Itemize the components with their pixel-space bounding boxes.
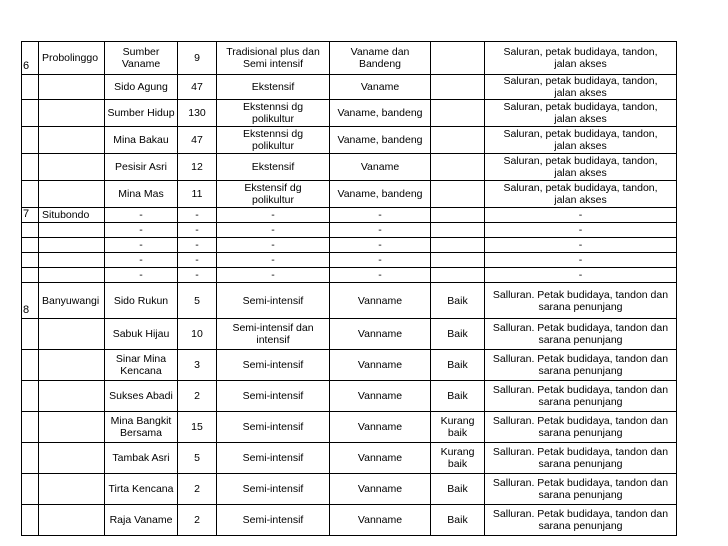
cell-commodity-text: Vanname bbox=[357, 514, 403, 526]
cell-commodity bbox=[330, 443, 431, 474]
cell-infrastructure-text: Saluran, petak budidaya, tandon, jalan akses bbox=[503, 182, 658, 206]
table-row bbox=[22, 412, 677, 443]
cell-condition-text: Baik bbox=[447, 359, 468, 371]
cell-commodity-text: Vaname bbox=[360, 81, 400, 93]
cell-count-text: - bbox=[195, 224, 199, 236]
cell-technology bbox=[217, 42, 330, 75]
cell-count-text: - bbox=[195, 269, 199, 281]
table-row bbox=[22, 181, 677, 208]
cell-no bbox=[22, 505, 39, 536]
cell-technology bbox=[217, 412, 330, 443]
cell-kabupaten bbox=[39, 154, 105, 181]
cell-count bbox=[178, 474, 217, 505]
cell-condition-text: Baik bbox=[447, 328, 468, 340]
cell-commodity bbox=[330, 238, 431, 253]
table-row bbox=[22, 268, 677, 283]
cell-infrastructure-text: Salluran. Petak budidaya, tandon dan sarana penunjang bbox=[492, 477, 669, 501]
cell-no bbox=[22, 42, 39, 75]
cell-count bbox=[178, 350, 217, 381]
cell-infrastructure bbox=[485, 208, 677, 223]
cell-infrastructure-text: Salluran. Petak budidaya, tandon dan sarana penunjang bbox=[492, 322, 669, 346]
cell-condition-text: Baik bbox=[447, 514, 468, 526]
cell-infrastructure-text: Saluran, petak budidaya, tandon, jalan akses bbox=[503, 46, 658, 70]
cell-technology bbox=[217, 181, 330, 208]
cell-commodity-text: Vaname, bandeng bbox=[337, 134, 423, 146]
cell-group-name bbox=[105, 181, 178, 208]
cell-no bbox=[22, 381, 39, 412]
cell-condition bbox=[431, 350, 485, 381]
cell-infrastructure bbox=[485, 412, 677, 443]
cell-technology bbox=[217, 75, 330, 100]
cell-commodity-text: Vanname bbox=[357, 390, 403, 402]
cell-infrastructure bbox=[485, 238, 677, 253]
cell-technology-text: Semi-intensif bbox=[242, 514, 304, 526]
cell-technology bbox=[217, 238, 330, 253]
cell-technology bbox=[217, 154, 330, 181]
cell-commodity bbox=[330, 412, 431, 443]
cell-condition bbox=[431, 253, 485, 268]
cell-group-name-text: Mina Bakau bbox=[113, 134, 169, 146]
cell-group-name-text: Sabuk Hijau bbox=[112, 328, 170, 340]
cell-group-name-text: Pesisir Asri bbox=[115, 161, 167, 173]
cell-count-text: - bbox=[195, 209, 199, 221]
cell-infrastructure-text: Salluran. Petak budidaya, tandon dan sarana penunjang bbox=[492, 288, 669, 313]
cell-group-name bbox=[105, 283, 178, 319]
cell-infrastructure bbox=[485, 154, 677, 181]
cell-technology-text: Ekstensif dg polikultur bbox=[244, 182, 302, 206]
table-body bbox=[22, 42, 677, 536]
cell-technology bbox=[217, 100, 330, 127]
cell-condition bbox=[431, 474, 485, 505]
cell-commodity bbox=[330, 42, 431, 75]
cell-technology-text: Ekstennsi dg polikultur bbox=[242, 101, 304, 125]
cell-count-text: 9 bbox=[194, 52, 200, 64]
cell-kabupaten bbox=[39, 238, 105, 253]
cell-count-text: 5 bbox=[194, 294, 200, 307]
cell-technology-text: - bbox=[271, 254, 275, 266]
cell-kabupaten bbox=[39, 100, 105, 127]
table-row bbox=[22, 238, 677, 253]
cell-group-name bbox=[105, 268, 178, 283]
cell-condition bbox=[431, 100, 485, 127]
cell-no bbox=[22, 412, 39, 443]
cell-count-text: 130 bbox=[188, 107, 206, 119]
cell-condition-text: Kurang baik bbox=[440, 446, 475, 470]
table-row bbox=[22, 223, 677, 238]
cell-group-name bbox=[105, 412, 178, 443]
cell-group-name-text: Raja Vaname bbox=[109, 514, 173, 526]
cell-infrastructure-text: - bbox=[578, 224, 583, 236]
cell-group-name-text: Sido Agung bbox=[114, 81, 168, 93]
cell-group-name-text: - bbox=[139, 209, 143, 221]
cell-no bbox=[22, 443, 39, 474]
cell-kabupaten bbox=[39, 127, 105, 154]
cell-count-text: 2 bbox=[194, 390, 200, 402]
cell-commodity-text: Vanname bbox=[357, 294, 403, 307]
cell-kabupaten bbox=[39, 75, 105, 100]
cell-condition-text: Baik bbox=[447, 294, 468, 307]
cell-kabupaten bbox=[39, 319, 105, 350]
cell-infrastructure bbox=[485, 268, 677, 283]
cell-no bbox=[22, 223, 39, 238]
cell-kabupaten bbox=[39, 181, 105, 208]
cell-technology bbox=[217, 381, 330, 412]
cell-commodity-text: - bbox=[378, 224, 382, 236]
cell-group-name-text: Mina Bangkit Bersama bbox=[110, 415, 172, 439]
cell-technology-text: Semi-intensif bbox=[242, 390, 304, 402]
cell-condition-text: Baik bbox=[447, 483, 468, 495]
cell-kabupaten-text: Banyuwangi bbox=[42, 294, 100, 307]
cell-group-name-text: Mina Mas bbox=[118, 188, 164, 200]
cell-condition bbox=[431, 381, 485, 412]
cell-no bbox=[22, 127, 39, 154]
table-row bbox=[22, 42, 677, 75]
cell-group-name bbox=[105, 443, 178, 474]
cell-commodity bbox=[330, 381, 431, 412]
cell-condition bbox=[431, 443, 485, 474]
cell-technology-text: Semi-intensif bbox=[242, 359, 304, 371]
cell-group-name-text: - bbox=[139, 269, 143, 281]
cell-count-text: 3 bbox=[194, 359, 200, 371]
cell-commodity-text: Vaname bbox=[360, 161, 400, 173]
cell-no bbox=[22, 208, 39, 223]
cell-condition bbox=[431, 505, 485, 536]
cell-condition bbox=[431, 127, 485, 154]
cell-group-name bbox=[105, 42, 178, 75]
cell-count bbox=[178, 42, 217, 75]
cell-technology bbox=[217, 208, 330, 223]
table-row bbox=[22, 208, 677, 223]
cell-count-text: 2 bbox=[194, 483, 200, 495]
cell-count bbox=[178, 319, 217, 350]
cell-condition bbox=[431, 208, 485, 223]
cell-count bbox=[178, 127, 217, 154]
table-row bbox=[22, 283, 677, 319]
cell-infrastructure-text: Saluran, petak budidaya, tandon, jalan akses bbox=[503, 128, 658, 152]
cell-group-name bbox=[105, 253, 178, 268]
cell-group-name bbox=[105, 505, 178, 536]
cell-count-text: - bbox=[195, 254, 199, 266]
cell-technology-text: Semi-intensif bbox=[242, 421, 304, 433]
cell-count-text: 5 bbox=[194, 452, 200, 464]
cell-count bbox=[178, 268, 217, 283]
cell-infrastructure bbox=[485, 443, 677, 474]
table-row bbox=[22, 100, 677, 127]
cell-condition bbox=[431, 238, 485, 253]
cell-commodity bbox=[330, 223, 431, 238]
cell-count bbox=[178, 443, 217, 474]
cell-infrastructure bbox=[485, 223, 677, 238]
cell-infrastructure bbox=[485, 253, 677, 268]
cell-kabupaten bbox=[39, 283, 105, 319]
cell-no-text: 6 bbox=[23, 60, 30, 72]
cell-infrastructure-text: Salluran. Petak budidaya, tandon dan sarana penunjang bbox=[492, 508, 669, 532]
cell-technology-text: - bbox=[271, 269, 275, 281]
cell-infrastructure-text: - bbox=[578, 269, 583, 281]
cell-no bbox=[22, 181, 39, 208]
cell-group-name bbox=[105, 319, 178, 350]
cell-technology bbox=[217, 505, 330, 536]
cell-infrastructure bbox=[485, 127, 677, 154]
cell-kabupaten bbox=[39, 443, 105, 474]
data-table bbox=[21, 41, 677, 536]
cell-group-name bbox=[105, 474, 178, 505]
cell-technology bbox=[217, 223, 330, 238]
cell-commodity bbox=[330, 208, 431, 223]
cell-commodity-text: - bbox=[378, 209, 382, 221]
cell-count bbox=[178, 283, 217, 319]
cell-count bbox=[178, 223, 217, 238]
cell-count bbox=[178, 412, 217, 443]
cell-commodity bbox=[330, 127, 431, 154]
cell-count bbox=[178, 154, 217, 181]
cell-technology bbox=[217, 350, 330, 381]
cell-infrastructure bbox=[485, 181, 677, 208]
cell-technology-text: Ekstensif bbox=[251, 161, 295, 173]
cell-group-name-text: Sido Rukun bbox=[113, 294, 169, 307]
cell-group-name-text: Tirta Kencana bbox=[108, 483, 174, 495]
cell-condition bbox=[431, 223, 485, 238]
cell-condition bbox=[431, 181, 485, 208]
cell-infrastructure bbox=[485, 283, 677, 319]
cell-commodity bbox=[330, 319, 431, 350]
cell-no bbox=[22, 100, 39, 127]
cell-commodity bbox=[330, 181, 431, 208]
cell-infrastructure bbox=[485, 75, 677, 100]
cell-kabupaten bbox=[39, 381, 105, 412]
cell-no-text: 7 bbox=[23, 208, 30, 220]
cell-count bbox=[178, 381, 217, 412]
cell-infrastructure bbox=[485, 474, 677, 505]
cell-no bbox=[22, 268, 39, 283]
cell-commodity bbox=[330, 350, 431, 381]
table-row bbox=[22, 75, 677, 100]
cell-condition bbox=[431, 268, 485, 283]
cell-count-text: 11 bbox=[191, 188, 203, 200]
table-row bbox=[22, 127, 677, 154]
cell-no bbox=[22, 253, 39, 268]
cell-condition-text: Baik bbox=[447, 390, 468, 402]
cell-commodity bbox=[330, 253, 431, 268]
cell-commodity bbox=[330, 505, 431, 536]
cell-no bbox=[22, 319, 39, 350]
cell-group-name-text: Sumber Hidup bbox=[107, 107, 175, 119]
cell-condition bbox=[431, 75, 485, 100]
cell-commodity-text: Vanname bbox=[357, 452, 403, 464]
cell-condition bbox=[431, 154, 485, 181]
cell-count-text: 12 bbox=[191, 161, 203, 173]
cell-count bbox=[178, 208, 217, 223]
cell-group-name bbox=[105, 381, 178, 412]
table-row bbox=[22, 319, 677, 350]
cell-infrastructure-text: - bbox=[578, 254, 583, 266]
cell-no-text: 8 bbox=[23, 304, 30, 316]
table-row bbox=[22, 253, 677, 268]
cell-commodity-text: - bbox=[378, 269, 382, 281]
cell-technology-text: Semi-intensif bbox=[242, 452, 304, 464]
cell-infrastructure bbox=[485, 319, 677, 350]
cell-commodity bbox=[330, 283, 431, 319]
cell-commodity-text: - bbox=[378, 254, 382, 266]
cell-technology bbox=[217, 319, 330, 350]
cell-count-text: 15 bbox=[191, 421, 203, 433]
cell-infrastructure-text: Salluran. Petak budidaya, tandon dan sarana penunjang bbox=[492, 415, 669, 439]
cell-technology-text: Semi-intensif bbox=[242, 483, 304, 495]
cell-count-text: - bbox=[195, 239, 199, 251]
cell-technology bbox=[217, 474, 330, 505]
cell-infrastructure-text: Salluran. Petak budidaya, tandon dan sarana penunjang bbox=[492, 384, 669, 408]
cell-condition bbox=[431, 42, 485, 75]
cell-group-name-text: - bbox=[139, 224, 143, 236]
table-row bbox=[22, 350, 677, 381]
cell-kabupaten bbox=[39, 208, 105, 223]
cell-kabupaten bbox=[39, 268, 105, 283]
cell-commodity bbox=[330, 100, 431, 127]
cell-group-name-text: Tambak Asri bbox=[112, 452, 170, 464]
table-container bbox=[21, 41, 677, 536]
cell-technology bbox=[217, 127, 330, 154]
cell-count-text: 10 bbox=[191, 328, 203, 340]
cell-kabupaten bbox=[39, 474, 105, 505]
cell-commodity bbox=[330, 154, 431, 181]
cell-technology-text: - bbox=[271, 209, 275, 221]
cell-infrastructure-text: Saluran, petak budidaya, tandon, jalan akses bbox=[503, 101, 658, 125]
cell-group-name bbox=[105, 154, 178, 181]
cell-count-text: 2 bbox=[194, 514, 200, 526]
cell-kabupaten bbox=[39, 412, 105, 443]
cell-commodity-text: Vanname bbox=[357, 421, 403, 433]
cell-infrastructure bbox=[485, 381, 677, 412]
cell-commodity-text: Vanname bbox=[357, 328, 403, 340]
cell-condition bbox=[431, 412, 485, 443]
cell-infrastructure-text: - bbox=[578, 209, 583, 221]
table-row bbox=[22, 474, 677, 505]
cell-count-text: 47 bbox=[191, 81, 203, 93]
cell-kabupaten bbox=[39, 42, 105, 75]
cell-no bbox=[22, 474, 39, 505]
cell-kabupaten bbox=[39, 253, 105, 268]
cell-group-name-text: - bbox=[139, 239, 143, 251]
cell-group-name bbox=[105, 75, 178, 100]
cell-infrastructure-text: - bbox=[578, 239, 583, 251]
cell-condition bbox=[431, 319, 485, 350]
cell-count bbox=[178, 505, 217, 536]
cell-no bbox=[22, 238, 39, 253]
cell-no bbox=[22, 75, 39, 100]
cell-technology-text: - bbox=[271, 224, 275, 236]
cell-commodity bbox=[330, 75, 431, 100]
cell-group-name-text: Sumber Vaname bbox=[121, 46, 161, 70]
cell-technology bbox=[217, 443, 330, 474]
cell-commodity-text: Vaname, bandeng bbox=[337, 188, 423, 200]
cell-count bbox=[178, 100, 217, 127]
cell-no bbox=[22, 350, 39, 381]
cell-group-name-text: - bbox=[139, 254, 143, 266]
cell-group-name bbox=[105, 208, 178, 223]
cell-condition-text: Kurang baik bbox=[440, 415, 475, 439]
cell-technology-text: Semi-intensif bbox=[242, 294, 304, 307]
cell-count-text: 47 bbox=[191, 134, 203, 146]
cell-count bbox=[178, 238, 217, 253]
cell-group-name bbox=[105, 127, 178, 154]
cell-kabupaten-text: Probolinggo bbox=[42, 52, 99, 64]
cell-group-name-text: Sinar Mina Kencana bbox=[115, 353, 167, 377]
cell-commodity bbox=[330, 474, 431, 505]
table-row bbox=[22, 443, 677, 474]
cell-infrastructure-text: Saluran, petak budidaya, tandon, jalan akses bbox=[503, 155, 658, 179]
cell-commodity-text: Vaname dan Bandeng bbox=[350, 46, 410, 70]
cell-technology-text: Ekstennsi dg polikultur bbox=[242, 128, 304, 152]
cell-count bbox=[178, 181, 217, 208]
cell-kabupaten bbox=[39, 223, 105, 238]
cell-group-name bbox=[105, 350, 178, 381]
cell-count bbox=[178, 75, 217, 100]
cell-no bbox=[22, 283, 39, 319]
cell-technology bbox=[217, 253, 330, 268]
cell-kabupaten-text: Situbondo bbox=[42, 209, 90, 221]
table-row bbox=[22, 154, 677, 181]
cell-group-name bbox=[105, 100, 178, 127]
cell-commodity-text: Vanname bbox=[357, 359, 403, 371]
cell-commodity-text: Vaname, bandeng bbox=[337, 107, 423, 119]
cell-group-name-text: Sukses Abadi bbox=[109, 390, 173, 402]
cell-count bbox=[178, 253, 217, 268]
cell-infrastructure-text: Saluran, petak budidaya, tandon, jalan akses bbox=[503, 75, 658, 99]
cell-infrastructure bbox=[485, 100, 677, 127]
cell-infrastructure-text: Salluran. Petak budidaya, tandon dan sarana penunjang bbox=[492, 446, 669, 470]
cell-infrastructure bbox=[485, 42, 677, 75]
cell-technology-text: Semi-intensif dan intensif bbox=[232, 322, 314, 346]
cell-technology bbox=[217, 268, 330, 283]
cell-condition bbox=[431, 283, 485, 319]
cell-technology-text: Tradisional plus dan Semi intensif bbox=[226, 46, 320, 70]
cell-infrastructure bbox=[485, 350, 677, 381]
cell-kabupaten bbox=[39, 350, 105, 381]
cell-technology-text: - bbox=[271, 239, 275, 251]
cell-commodity bbox=[330, 268, 431, 283]
cell-technology-text: Ekstensif bbox=[251, 81, 295, 93]
cell-group-name bbox=[105, 223, 178, 238]
table-row bbox=[22, 505, 677, 536]
cell-kabupaten bbox=[39, 505, 105, 536]
cell-infrastructure-text: Salluran. Petak budidaya, tandon dan sarana penunjang bbox=[492, 353, 669, 377]
cell-technology bbox=[217, 283, 330, 319]
cell-commodity-text: Vanname bbox=[357, 483, 403, 495]
cell-group-name bbox=[105, 238, 178, 253]
cell-commodity-text: - bbox=[378, 239, 382, 251]
table-row bbox=[22, 381, 677, 412]
cell-no bbox=[22, 154, 39, 181]
cell-infrastructure bbox=[485, 505, 677, 536]
